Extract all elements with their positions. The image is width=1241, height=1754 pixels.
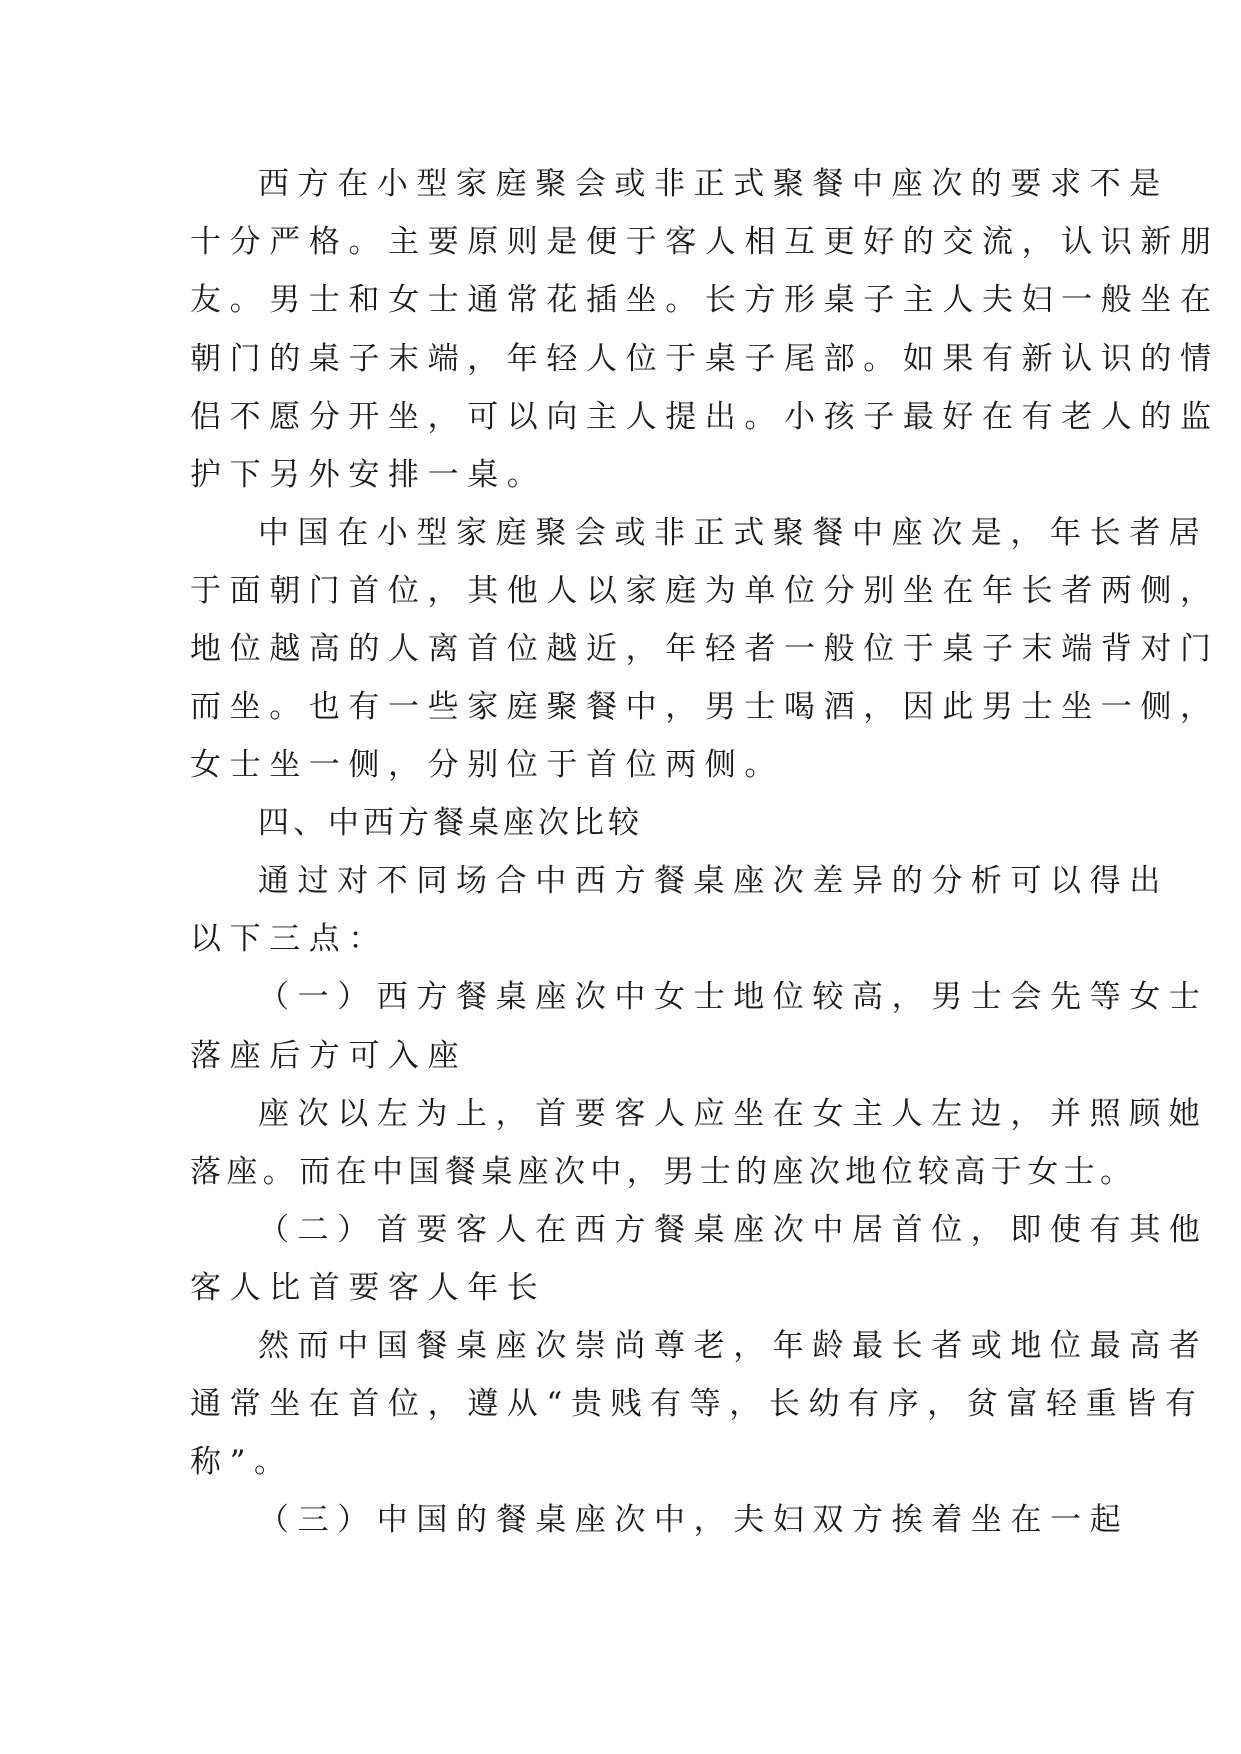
para2-line1: 中国在小型家庭聚会或非正式聚餐中座次是，年长者居 <box>258 515 1209 551</box>
point3-heading-line1: （三）中国的餐桌座次中，夫妇双方挨着坐在一起 <box>258 1502 1130 1538</box>
point1-heading-line2: 落座后方可入座 <box>190 1038 468 1074</box>
para5-line1: 然而中国餐桌座次崇尚尊老，年龄最长者或地位最高者 <box>258 1328 1209 1364</box>
para1-line1: 西方在小型家庭聚会或非正式聚餐中座次的要求不是 <box>258 166 1169 202</box>
para3-line1: 通过对不同场合中西方餐桌座次差异的分析可以得出 <box>258 863 1169 899</box>
para2-line4: 而坐。也有一些家庭聚餐中，男士喝酒，因此男士坐一侧， <box>190 689 1220 725</box>
para3-line2: 以下三点： <box>190 921 388 957</box>
para2-line5: 女士坐一侧，分别位于首位两侧。 <box>190 747 784 783</box>
para2-line3: 地位越高的人离首位越近，年轻者一般位于桌子末端背对门 <box>190 631 1220 667</box>
point2-heading-line1: （二）首要客人在西方餐桌座次中居首位，即使有其他 <box>258 1212 1209 1248</box>
point1-heading-line1: （一）西方餐桌座次中女士地位较高，男士会先等女士 <box>258 979 1209 1015</box>
point2-heading-line2: 客人比首要客人年长 <box>190 1270 547 1306</box>
section-heading: 四、中西方餐桌座次比较 <box>258 805 643 841</box>
para1-line4: 朝门的桌子末端，年轻人位于桌子尾部。如果有新认识的情 <box>190 341 1220 377</box>
para1-line6: 护下另外安排一桌。 <box>190 457 547 493</box>
para4-line2: 落座。而在中国餐桌座次中，男士的座次地位较高于女士。 <box>190 1154 1137 1190</box>
para1-line3: 友。男士和女士通常花插坐。长方形桌子主人夫妇一般坐在 <box>190 282 1220 318</box>
para5-line2: 通常坐在首位，遵从“贵贱有等，长幼有序，贫富轻重皆有 <box>190 1386 1205 1422</box>
para1-line2: 十分严格。主要原则是便于客人相互更好的交流，认识新朋 <box>190 224 1220 260</box>
para5-line3: 称”。 <box>190 1444 294 1480</box>
para2-line2: 于面朝门首位，其他人以家庭为单位分别坐在年长者两侧， <box>190 573 1220 609</box>
para1-line5: 侣不愿分开坐，可以向主人提出。小孩子最好在有老人的监 <box>190 399 1220 435</box>
para4-line1: 座次以左为上，首要客人应坐在女主人左边，并照顾她 <box>258 1096 1209 1132</box>
